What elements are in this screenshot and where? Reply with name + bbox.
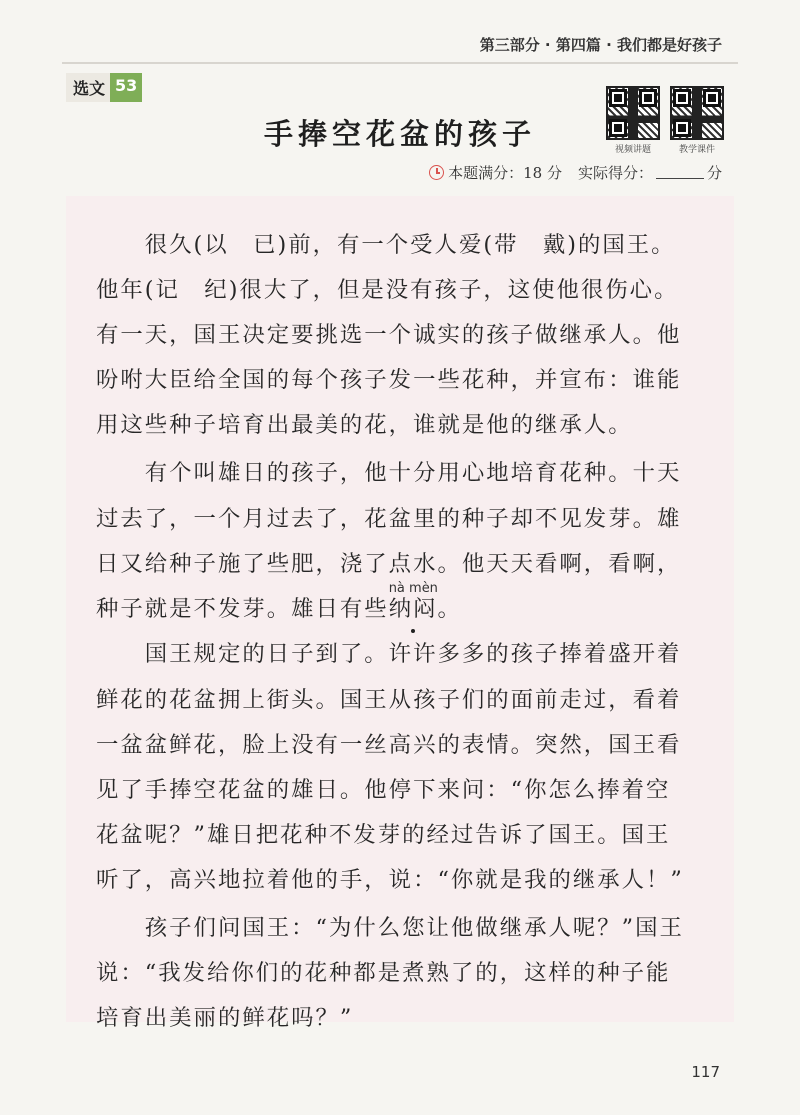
passage-line: 过去了，一个月过去了，花盆里的种子却不见发芽。雄: [96, 506, 682, 532]
passage-body: [66, 196, 734, 1031]
passage-badge: [66, 73, 142, 102]
badge-number: 53: [110, 73, 142, 102]
passage-line: 培育出美丽的鲜花吗？”: [96, 1005, 354, 1031]
qr-code-group: [606, 86, 724, 155]
qr-video-label: 视频讲题: [614, 145, 651, 155]
passage-line: 日又给种子施了些肥，浇了点水。他天天看啊，看啊，: [96, 551, 682, 577]
qr-code-icon[interactable]: [606, 86, 660, 140]
passage-line: 见了手捧空花盆的雄日。他停下来问：“你怎么捧着空: [96, 777, 671, 803]
actual-score-label: 实际得分：: [577, 164, 653, 182]
passage-line: 用这些种子培育出最美的花，谁就是他的继承人。: [96, 412, 633, 438]
actual-score-unit: 分: [706, 164, 722, 182]
page-header: 第三部分 · 第四篇 · 我们都是好孩子: [479, 36, 722, 54]
qr-courseware-label: 教学课件: [678, 145, 715, 155]
passage-title: 手捧空花盆的孩子: [263, 117, 536, 151]
emphasized-word: 纳闷: [388, 596, 438, 622]
header-divider: [62, 62, 738, 64]
passage-line: 说：“我发给你们的花种都是煮熟了的，这样的种子能: [96, 960, 671, 986]
clock-icon: [429, 165, 444, 180]
line-suffix: 。: [437, 596, 462, 622]
passage-line: 吩咐大臣给全国的每个孩子发一些花种，并宣布：谁能: [96, 367, 682, 393]
actual-score-blank[interactable]: [656, 166, 704, 179]
badge-label: 选文: [66, 73, 110, 102]
qr-video-block[interactable]: [606, 86, 660, 155]
passage-line: 一盆盆鲜花，脸上没有一丝高兴的表情。突然，国王看: [96, 732, 682, 758]
page-number: 117: [691, 1063, 720, 1081]
passage-line: 国王规定的日子到了。许许多多的孩子捧着盛开着: [96, 641, 682, 667]
passage-line: [96, 581, 462, 624]
line-prefix: 种子就是不发芽。雄日有些: [96, 596, 389, 622]
score-line: [429, 162, 722, 183]
passage-line: 有一天，国王决定要挑选一个诚实的孩子做继承人。他: [96, 322, 682, 348]
full-score-value: 18 分: [523, 164, 562, 182]
passage-line: 花盆呢？”雄日把花种不发芽的经过告诉了国王。国王: [96, 822, 671, 848]
passage-line: 有个叫雄日的孩子，他十分用心地培育花种。十天: [96, 460, 682, 486]
pinyin-annotation: nà mèn: [388, 581, 438, 596]
full-score-label: 本题满分：: [448, 164, 524, 182]
qr-courseware-block[interactable]: [670, 86, 724, 155]
passage-line: 孩子们问国王：“为什么您让他做继承人呢？”国王: [96, 915, 684, 941]
passage-line: 他年(记 纪)很大了，但是没有孩子，这使他很伤心。: [96, 277, 679, 303]
passage-line: 听了，高兴地拉着他的手，说：“你就是我的继承人！”: [96, 867, 684, 893]
qr-code-icon[interactable]: [670, 86, 724, 140]
annotated-word: [388, 581, 438, 624]
passage-line: 很久(以 已)前，有一个受人爱(带 戴)的国王。: [96, 232, 676, 258]
passage-line: 鲜花的花盆拥上街头。国王从孩子们的面前走过，看着: [96, 687, 682, 713]
